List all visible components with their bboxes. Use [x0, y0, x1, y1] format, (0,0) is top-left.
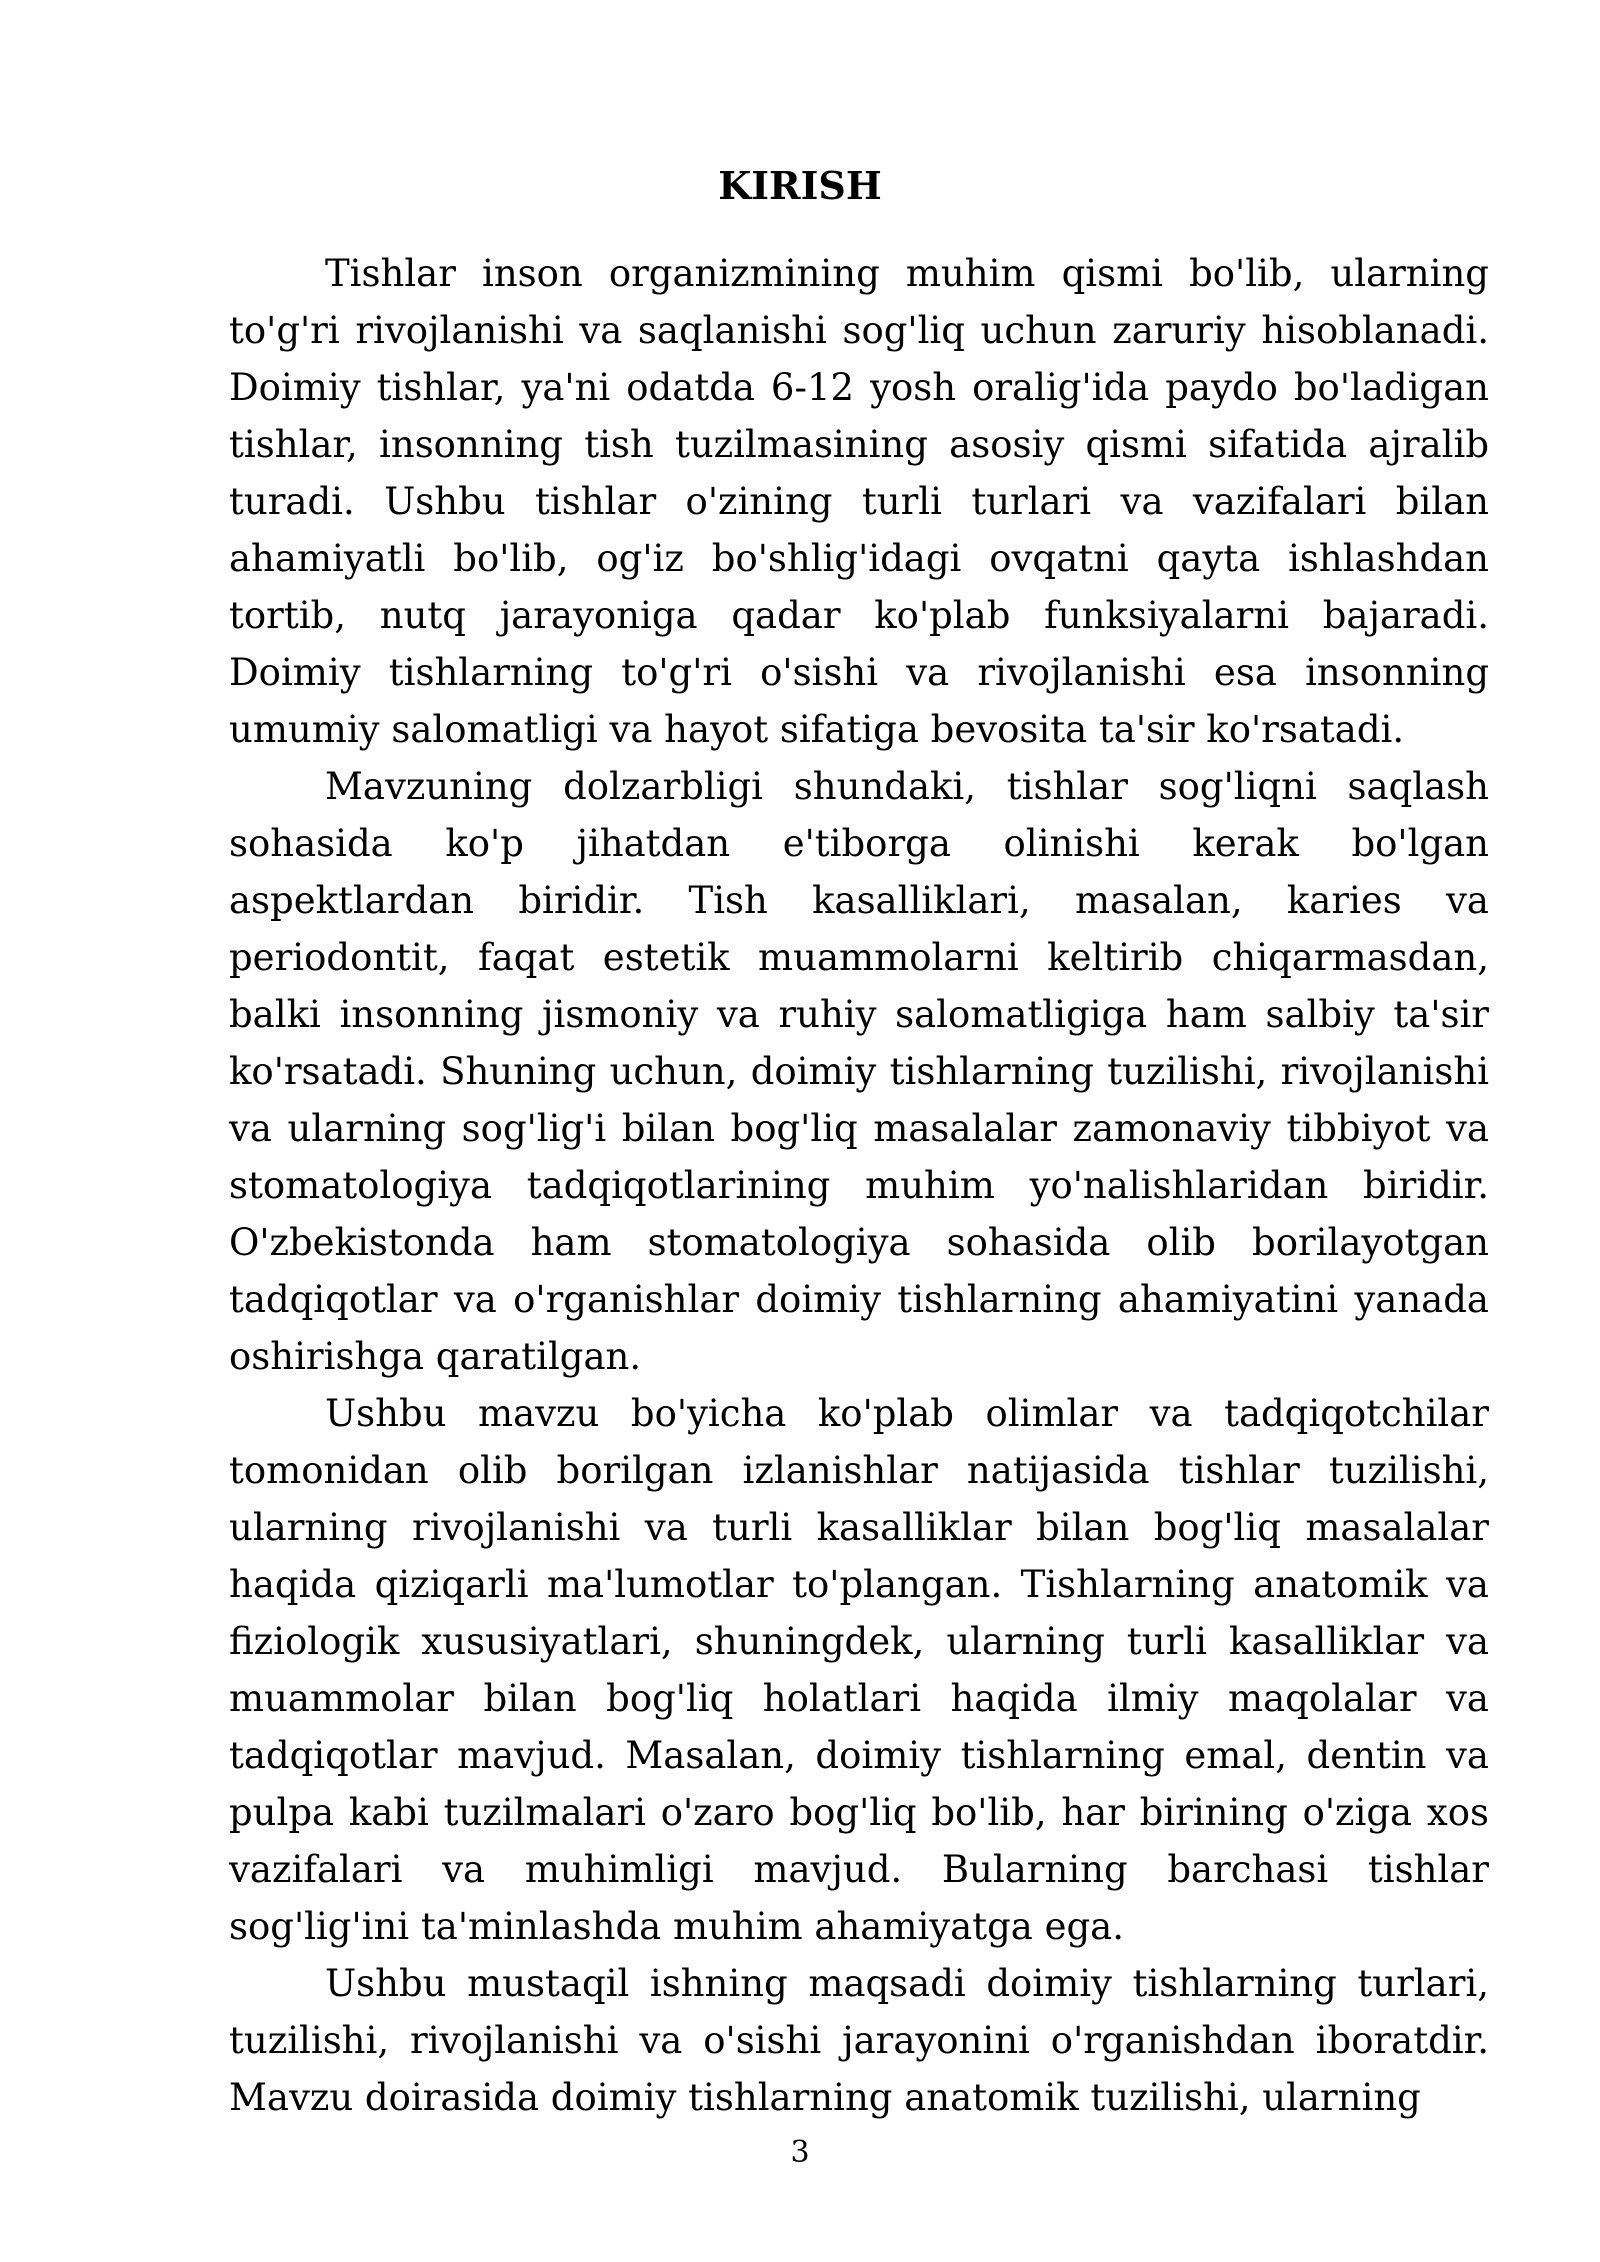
body-text [229, 245, 1489, 2126]
paragraph-4: Ushbu mustaqil ishning maqsadi doimiy tishlarning turlari, tuzilishi, rivojlanishi va o'sishi jarayonini o'rganishdan iboratdir. Mavzu doirasida doimiy tishlarning anatomik tuzilishi, ularning [229, 1962, 1489, 2119]
paragraph-3: Ushbu mavzu bo'yicha ko'plab olimlar va tadqiqotchilar tomonidan olib borilgan izlanishlar natijasida tishlar tuzilishi, ularning rivojlanishi va turli kasalliklar bilan bog'liq masalalar haqida qiziqarli ma'lumotlar to'plangan. Tishlarning anatomik va fiziologik xususiyatlari, shuningdek, ularning turli kasalliklar va muammolar bilan bog'liq holatlari haqida ilmiy maqolalar va tadqiqotlar mavjud. Masalan, doimiy tishlarning emal, dentin va pulpa kabi tuzilmalari o'zaro bog'liq bo'lib, har birining o'ziga xos vazifalari va muhimligi mavjud. Bularning barchasi tishlar sog'lig'ini ta'minlashda muhim ahamiyatga ega. [229, 1392, 1489, 1948]
page-number: 3 [790, 2135, 810, 2170]
paragraph-1: Tishlar inson organizmining muhim qismi bo'lib, ularning to'g'ri rivojlanishi va saqlanishi sog'liq uchun zaruriy hisoblanadi. Doimiy tishlar, ya'ni odatda 6-12 yosh oralig'ida paydo bo'ladigan tishlar, insonning tish tuzilmasining asosiy qismi sifatida ajralib turadi. Ushbu tishlar o'zining turli turlari va vazifalari bilan ahamiyatli bo'lib, og'iz bo'shlig'idagi ovqatni qayta ishlashdan tortib, nutq jarayoniga qadar ko'plab funksiyalarni bajaradi. Doimiy tishlarning to'g'ri o'sishi va rivojlanishi esa insonning umumiy salomatligi va hayot sifatiga bevosita ta'sir ko'rsatadi. [229, 252, 1489, 751]
section-heading: KIRISH [718, 163, 882, 208]
paragraph-2: Mavzuning dolzarbligi shundaki, tishlar sog'liqni saqlash sohasida ko'p jihatdan e'tiborga olinishi kerak bo'lgan aspektlardan biridir. Tish kasalliklari, masalan, karies va periodontit, faqat estetik muammolarni keltirib chiqarmasdan, balki insonning jismoniy va ruhiy salomatligiga ham salbiy ta'sir ko'rsatadi. Shuning uchun, doimiy tishlarning tuzilishi, rivojlanishi va ularning sog'lig'i bilan bog'liq masalalar zamonaviy tibbiyot va stomatologiya tadqiqotlarining muhim yo'nalishlaridan biridir. O'zbekistonda ham stomatologiya sohasida olib borilayotgan tadqiqotlar va o'rganishlar doimiy tishlarning ahamiyatini yanada oshirishga qaratilgan. [229, 765, 1489, 1378]
